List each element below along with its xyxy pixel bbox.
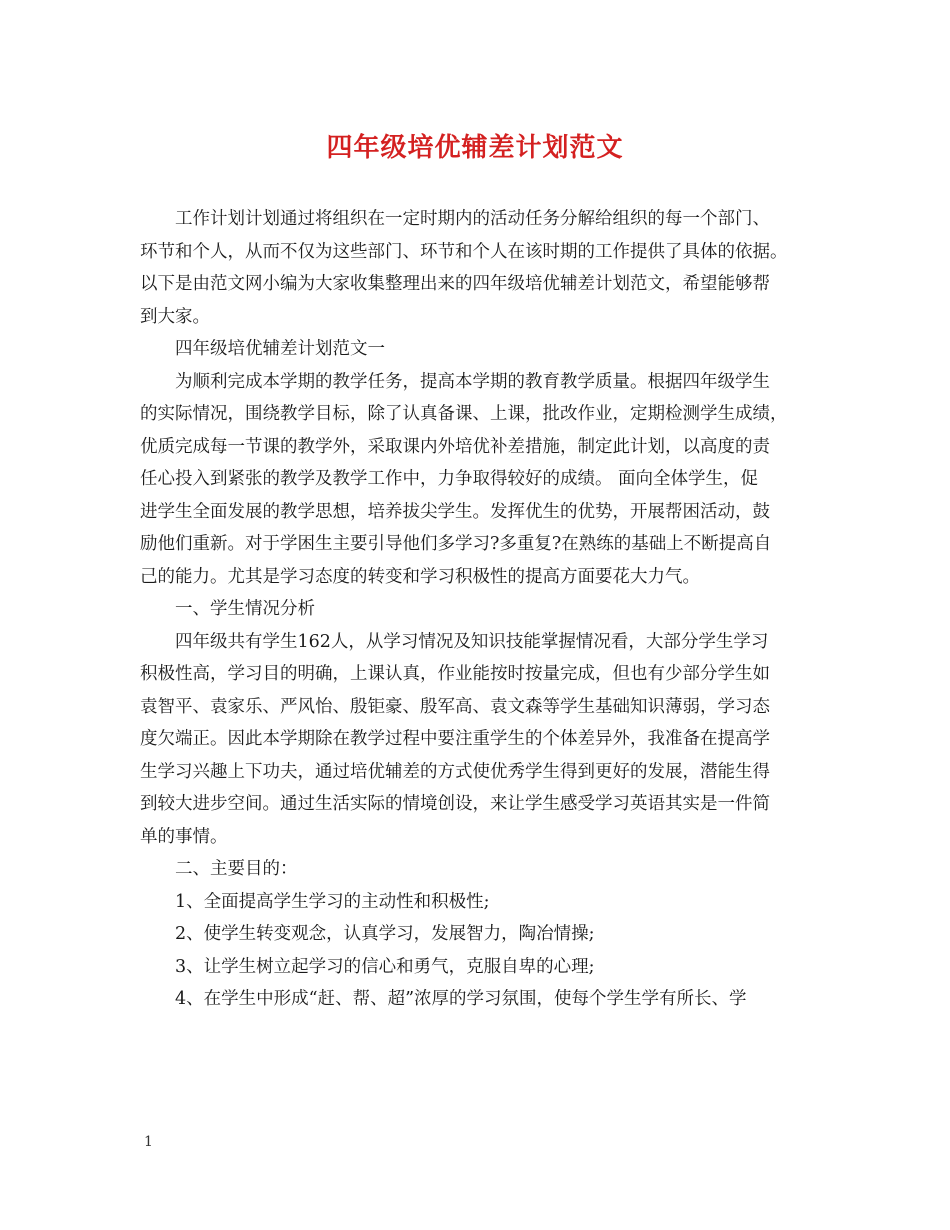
- paragraph: [140, 853, 812, 886]
- paragraph: [140, 203, 812, 333]
- paragraph: [140, 366, 812, 594]
- paragraph-line: 任心投入到紧张的教学及教学工作中，力争取得较好的成绩。 面向全体学生，促: [140, 469, 759, 489]
- paragraph: [140, 886, 812, 919]
- paragraph-line: 袁智平、袁家乐、严风怡、殷钜豪、殷军高、袁文森等学生基础知识薄弱，学习态: [140, 696, 770, 717]
- paragraph-line: 4、在学生中形成“赶、帮、超”浓厚的学习氛围，使每个学生学有所长、学: [175, 989, 747, 1009]
- paragraph-line: 度欠端正。因此本学期除在教学过程中要注重学生的个体差异外，我准备在提高学: [140, 729, 770, 749]
- paragraph-line: 1、全面提高学生学习的主动性和积极性;: [175, 891, 490, 912]
- paragraph-line: 四年级共有学生162人，从学习情况及知识技能掌握情况看，大部分学生学习: [175, 631, 769, 652]
- paragraph-line: 以下是由范文网小编为大家收集整理出来的四年级培优辅差计划范文，希望能够帮: [140, 274, 770, 294]
- paragraph: [140, 593, 812, 626]
- document-body: [140, 203, 812, 1016]
- paragraph: [140, 951, 812, 984]
- paragraph-line: 的实际情况，围绕教学目标，除了认真备课、上课，批改作业，定期检测学生成绩，: [140, 404, 788, 424]
- paragraph-line: 环节和个人，从而不仅为这些部门、环节和个人在该时期的工作提供了具体的依据。: [140, 241, 788, 262]
- paragraph-line: 积极性高，学习目的明确，上课认真，作业能按时按量完成，但也有少部分学生如: [140, 664, 770, 684]
- paragraph-line: 3、让学生树立起学习的信心和勇气，克服自卑的心理;: [175, 956, 595, 977]
- paragraph-line: 四年级培优辅差计划范文一: [175, 339, 385, 359]
- paragraph: [140, 626, 812, 854]
- paragraph: [140, 918, 812, 951]
- document-title: 四年级培优辅差计划范文: [326, 133, 624, 163]
- paragraph-line: 优质完成每一节课的教学外，采取课内外培优补差措施，制定此计划，以高度的责: [140, 436, 770, 457]
- paragraph-line: 到较大进步空间。通过生活实际的情境创设，来让学生感受学习英语其实是一件简: [140, 794, 770, 814]
- paragraph-line: 单的事情。: [140, 826, 228, 847]
- paragraph-line: 一、学生情况分析: [175, 599, 315, 619]
- paragraph-line: 己的能力。尤其是学习态度的转变和学习积极性的提高方面要花大力气。: [140, 566, 700, 587]
- paragraph-line: 工作计划计划通过将组织在一定时期内的活动任务分解给组织的每一个部门、: [175, 209, 770, 229]
- paragraph-line: 到大家。: [140, 306, 210, 327]
- paragraph-line: 为顺利完成本学期的教学任务，提高本学期的教育教学质量。根据四年级学生: [175, 371, 770, 392]
- paragraph: [140, 333, 812, 366]
- paragraph-line: 进学生全面发展的教学思想，培养拔尖学生。发挥优生的优势，开展帮困活动，鼓: [140, 501, 770, 522]
- paragraph-line: 2、使学生转变观念，认真学习，发展智力，陶冶情操;: [175, 924, 595, 944]
- page-number: 1: [144, 1134, 153, 1150]
- paragraph-line: 生学习兴趣上下功夫，通过培优辅差的方式使优秀学生得到更好的发展，潜能生得: [140, 761, 770, 782]
- paragraph-line: 励他们重新。对于学困生主要引导他们多学习?多重复?在熟练的基础上不断提高自: [140, 534, 772, 554]
- paragraph-line: 二、主要目的：: [175, 859, 298, 879]
- paragraph: [140, 983, 812, 1016]
